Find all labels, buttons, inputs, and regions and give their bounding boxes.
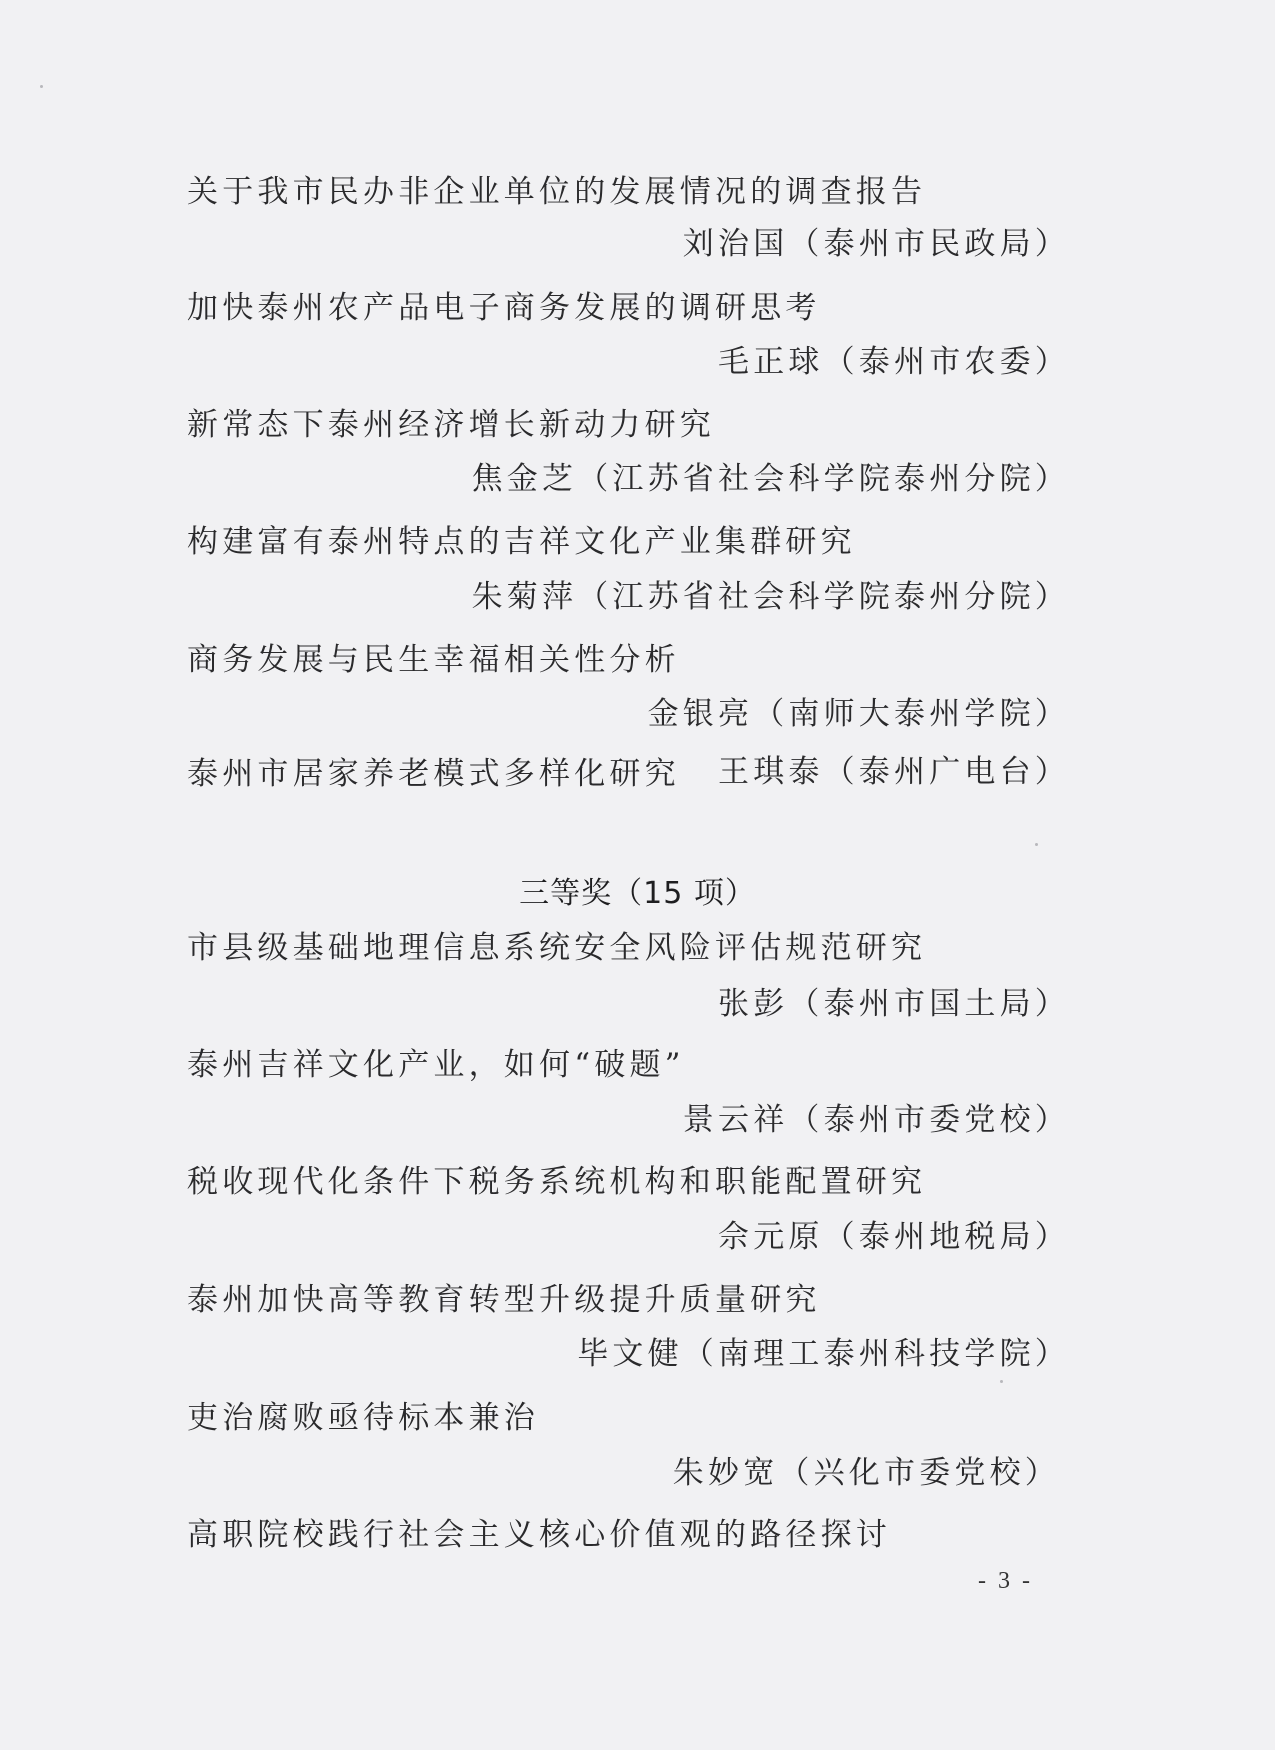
scan-speck xyxy=(1035,843,1038,846)
section-heading: 三等奖（15 项） xyxy=(519,876,756,911)
entry-title: 泰州加快高等教育转型升级提升质量研究 xyxy=(187,1282,821,1318)
entry-author: 朱妙宽（兴化市委党校） xyxy=(672,1455,1060,1491)
entry-title: 泰州市居家养老模式多样化研究 xyxy=(187,756,680,792)
entry-author: 佘元原（泰州地税局） xyxy=(718,1219,1070,1255)
entry-author: 刘治国（泰州市民政局） xyxy=(682,226,1070,262)
entry-title: 税收现代化条件下税务系统机构和职能配置研究 xyxy=(187,1164,927,1200)
entry-title: 商务发展与民生幸福相关性分析 xyxy=(187,642,680,678)
page-number: - 3 - xyxy=(978,1568,1033,1594)
entry-title: 吏治腐败亟待标本兼治 xyxy=(187,1400,539,1436)
entry-title: 构建富有泰州特点的吉祥文化产业集群研究 xyxy=(187,524,856,560)
entry-title: 关于我市民办非企业单位的发展情况的调查报告 xyxy=(187,174,927,210)
entry-title: 市县级基础地理信息系统安全风险评估规范研究 xyxy=(187,930,927,966)
entry-author: 景云祥（泰州市委党校） xyxy=(682,1102,1070,1138)
entry-author: 朱菊萍（江苏省社会科学院泰州分院） xyxy=(471,579,1070,615)
entry-author: 金银亮（南师大泰州学院） xyxy=(647,696,1070,732)
entry-title: 加快泰州农产品电子商务发展的调研思考 xyxy=(187,290,821,326)
entry-title: 高职院校践行社会主义核心价值观的路径探讨 xyxy=(187,1517,891,1553)
entry-author: 毛正球（泰州市农委） xyxy=(718,344,1070,380)
entry-author: 毕文健（南理工泰州科技学院） xyxy=(577,1336,1070,1372)
scan-speck xyxy=(40,85,43,88)
scan-speck xyxy=(1000,1380,1003,1383)
entry-author: 王琪泰（泰州广电台） xyxy=(718,754,1070,790)
entry-author: 焦金芝（江苏省社会科学院泰州分院） xyxy=(471,461,1070,497)
entry-title: 泰州吉祥文化产业，如何“破题” xyxy=(187,1047,685,1083)
entry-title: 新常态下泰州经济增长新动力研究 xyxy=(187,407,715,443)
entry-author: 张彭（泰州市国土局） xyxy=(718,986,1070,1022)
